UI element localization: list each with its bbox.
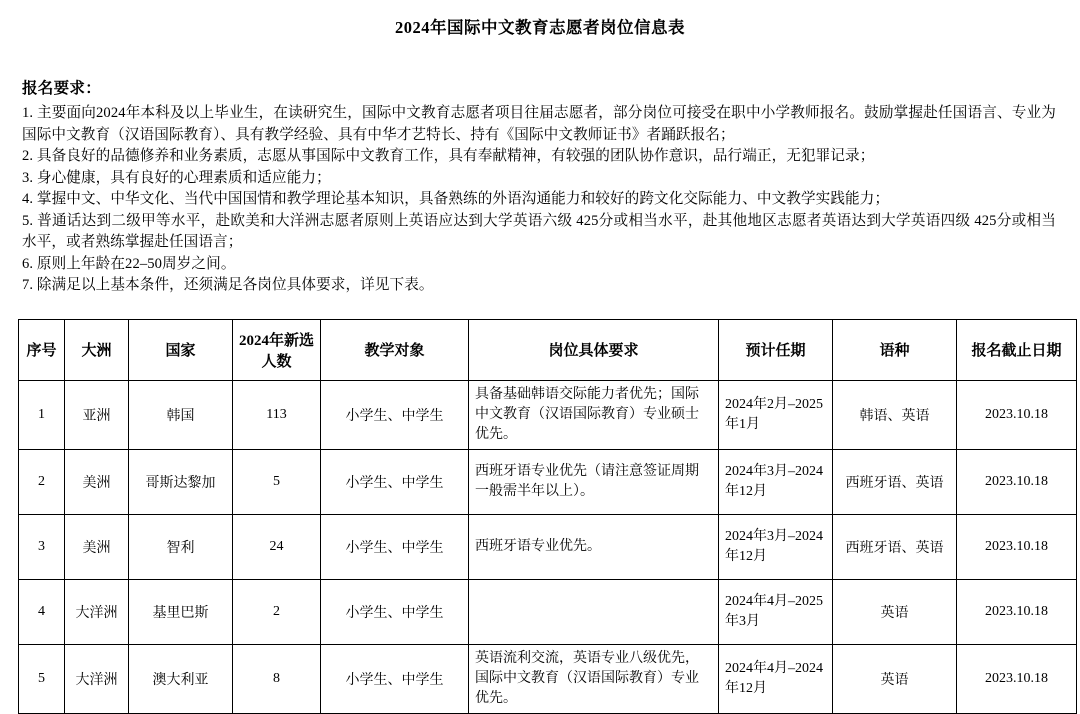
cell-seq: 2 <box>19 449 65 514</box>
cell-language: 英语 <box>833 579 957 644</box>
cell-country: 哥斯达黎加 <box>129 449 233 514</box>
document-page <box>0 14 1080 704</box>
cell-deadline: 2023.10.18 <box>957 644 1077 713</box>
cell-requirement: 西班牙语专业优先。 <box>469 514 719 579</box>
cell-count: 113 <box>233 380 321 449</box>
requirements-heading: 报名要求： <box>22 80 102 97</box>
page-title: 2024年国际中文教育志愿者岗位信息表 <box>395 18 685 37</box>
jobs-table <box>18 319 1077 714</box>
cell-requirement: 西班牙语专业优先（请注意签证周期一般需半年以上）。 <box>469 449 719 514</box>
cell-target: 小学生、中学生 <box>321 579 469 644</box>
requirement-item: 5. 普通话达到二级甲等水平，赴欧美和大洋洲志愿者原则上英语应达到大学英语六级 425分或相当水平，赴其他地区志愿者英语达到大学英语四级 425分或相当水平，或者熟练掌握赴任国语言； <box>22 212 1056 250</box>
cell-seq: 4 <box>19 579 65 644</box>
cell-continent: 大洋洲 <box>65 644 129 713</box>
cell-requirement <box>469 579 719 644</box>
cell-count: 8 <box>233 644 321 713</box>
requirement-item: 6. 原则上年龄在22–50周岁之间。 <box>22 255 236 272</box>
requirement-item: 4. 掌握中文、中华文化、当代中国国情和教学理论基本知识，具备熟练的外语沟通能力和较好的跨文化交际能力、中文教学实践能力； <box>22 191 890 207</box>
cell-language: 西班牙语、英语 <box>833 514 957 579</box>
column-header-deadline: 报名截止日期 <box>957 319 1077 380</box>
cell-continent: 大洋洲 <box>65 579 129 644</box>
cell-term: 2024年3月–2024年12月 <box>719 514 833 579</box>
cell-country: 韩国 <box>129 380 233 449</box>
table-row <box>19 380 1077 449</box>
cell-seq: 3 <box>19 514 65 579</box>
cell-continent: 美洲 <box>65 514 129 579</box>
requirements-section <box>18 76 1062 297</box>
cell-target: 小学生、中学生 <box>321 449 469 514</box>
column-header-continent: 大洲 <box>65 319 129 380</box>
cell-deadline: 2023.10.18 <box>957 579 1077 644</box>
table-row <box>19 644 1077 713</box>
cell-target: 小学生、中学生 <box>321 514 469 579</box>
cell-country: 智利 <box>129 514 233 579</box>
column-header-language: 语种 <box>833 319 957 380</box>
cell-country: 澳大利亚 <box>129 644 233 713</box>
cell-seq: 5 <box>19 644 65 713</box>
table-row <box>19 449 1077 514</box>
column-header-country: 国家 <box>129 319 233 380</box>
cell-term: 2024年3月–2024年12月 <box>719 449 833 514</box>
table-row <box>19 514 1077 579</box>
table-row <box>19 579 1077 644</box>
cell-seq: 1 <box>19 380 65 449</box>
cell-deadline: 2023.10.18 <box>957 514 1077 579</box>
cell-deadline: 2023.10.18 <box>957 380 1077 449</box>
cell-country: 基里巴斯 <box>129 579 233 644</box>
cell-term: 2024年4月–2025年3月 <box>719 579 833 644</box>
requirement-item: 7. 除满足以上基本条件，还须满足各岗位具体要求，详见下表。 <box>22 277 434 293</box>
cell-count: 2 <box>233 579 321 644</box>
cell-continent: 美洲 <box>65 449 129 514</box>
cell-target: 小学生、中学生 <box>321 644 469 713</box>
column-header-count: 2024年新选人数 <box>233 319 321 380</box>
cell-language: 西班牙语、英语 <box>833 449 957 514</box>
cell-count: 5 <box>233 449 321 514</box>
column-header-requirement: 岗位具体要求 <box>469 319 719 380</box>
cell-term: 2024年2月–2025年1月 <box>719 380 833 449</box>
cell-requirement: 英语流利交流，英语专业八级优先，国际中文教育（汉语国际教育）专业优先。 <box>469 644 719 713</box>
table-header-row <box>19 319 1077 380</box>
column-header-term: 预计任期 <box>719 319 833 380</box>
requirement-item: 3. 身心健康，具有良好的心理素质和适应能力； <box>22 169 331 186</box>
requirement-item: 2. 具备良好的品德修养和业务素质，志愿从事国际中文教育工作，具有奉献精神，有较强的团队协作意识，品行端正，无犯罪记录； <box>22 148 875 164</box>
cell-count: 24 <box>233 514 321 579</box>
cell-language: 韩语、英语 <box>833 380 957 449</box>
cell-deadline: 2023.10.18 <box>957 449 1077 514</box>
cell-language: 英语 <box>833 644 957 713</box>
cell-continent: 亚洲 <box>65 380 129 449</box>
cell-requirement: 具备基础韩语交际能力者优先；国际中文教育（汉语国际教育）专业硕士优先。 <box>469 380 719 449</box>
cell-term: 2024年4月–2024年12月 <box>719 644 833 713</box>
cell-target: 小学生、中学生 <box>321 380 469 449</box>
column-header-seq: 序号 <box>19 319 65 380</box>
column-header-target: 教学对象 <box>321 319 469 380</box>
requirement-item: 1. 主要面向2024年本科及以上毕业生，在读研究生，国际中文教育志愿者项目往届志愿者，部分岗位可接受在职中小学教师报名。鼓励掌握赴任国语言、专业为国际中文教育（汉语国际教育）、具有教学经验、具有中华才艺特长、持有《国际中文教师证书》者踊跃报名； <box>22 105 1056 143</box>
